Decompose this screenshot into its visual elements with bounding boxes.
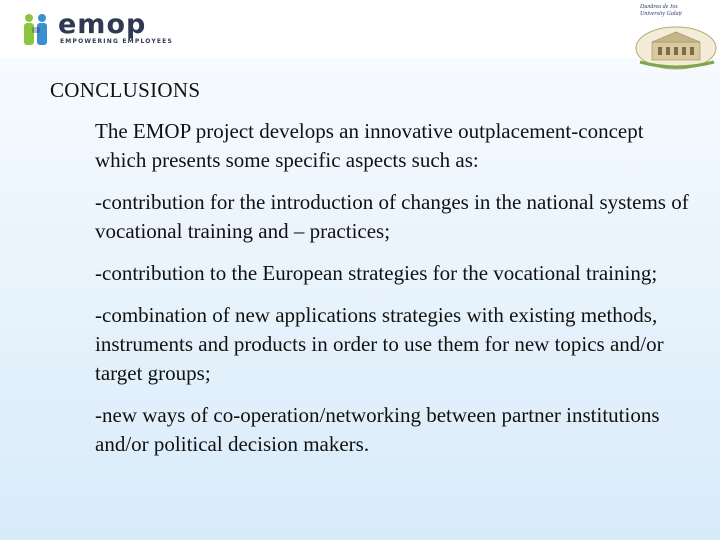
- university-logo: [628, 2, 720, 68]
- list-item: -combination of new applications strategies with existing methods, instruments and products in order to use them for new topics and/or target groups;: [95, 303, 664, 385]
- slide-title: CONCLUSIONS: [50, 78, 201, 102]
- emop-logo: [22, 10, 182, 50]
- intro-paragraph: The EMOP project develops an innovative outplacement-concept which presents some specific aspects such as:: [95, 119, 644, 172]
- list-item: -new ways of co-operation/networking between partner institutions and/or political decision makers.: [95, 403, 660, 456]
- list-item: -contribution to the European strategies for the vocational training;: [95, 261, 658, 285]
- logo-tagline: EMPOWERING EMPLOYEES: [60, 38, 173, 45]
- slide-header: [0, 0, 720, 58]
- people-icon: [22, 12, 50, 48]
- university-seal-icon: [630, 22, 720, 70]
- logo-wordmark: emop: [58, 9, 147, 40]
- university-name: Dunărea de Jos University Galați: [640, 4, 682, 17]
- list-item: -contribution for the introduction of changes in the national systems of vocational training and – practices;: [95, 190, 689, 243]
- conclusions-body: [95, 117, 695, 472]
